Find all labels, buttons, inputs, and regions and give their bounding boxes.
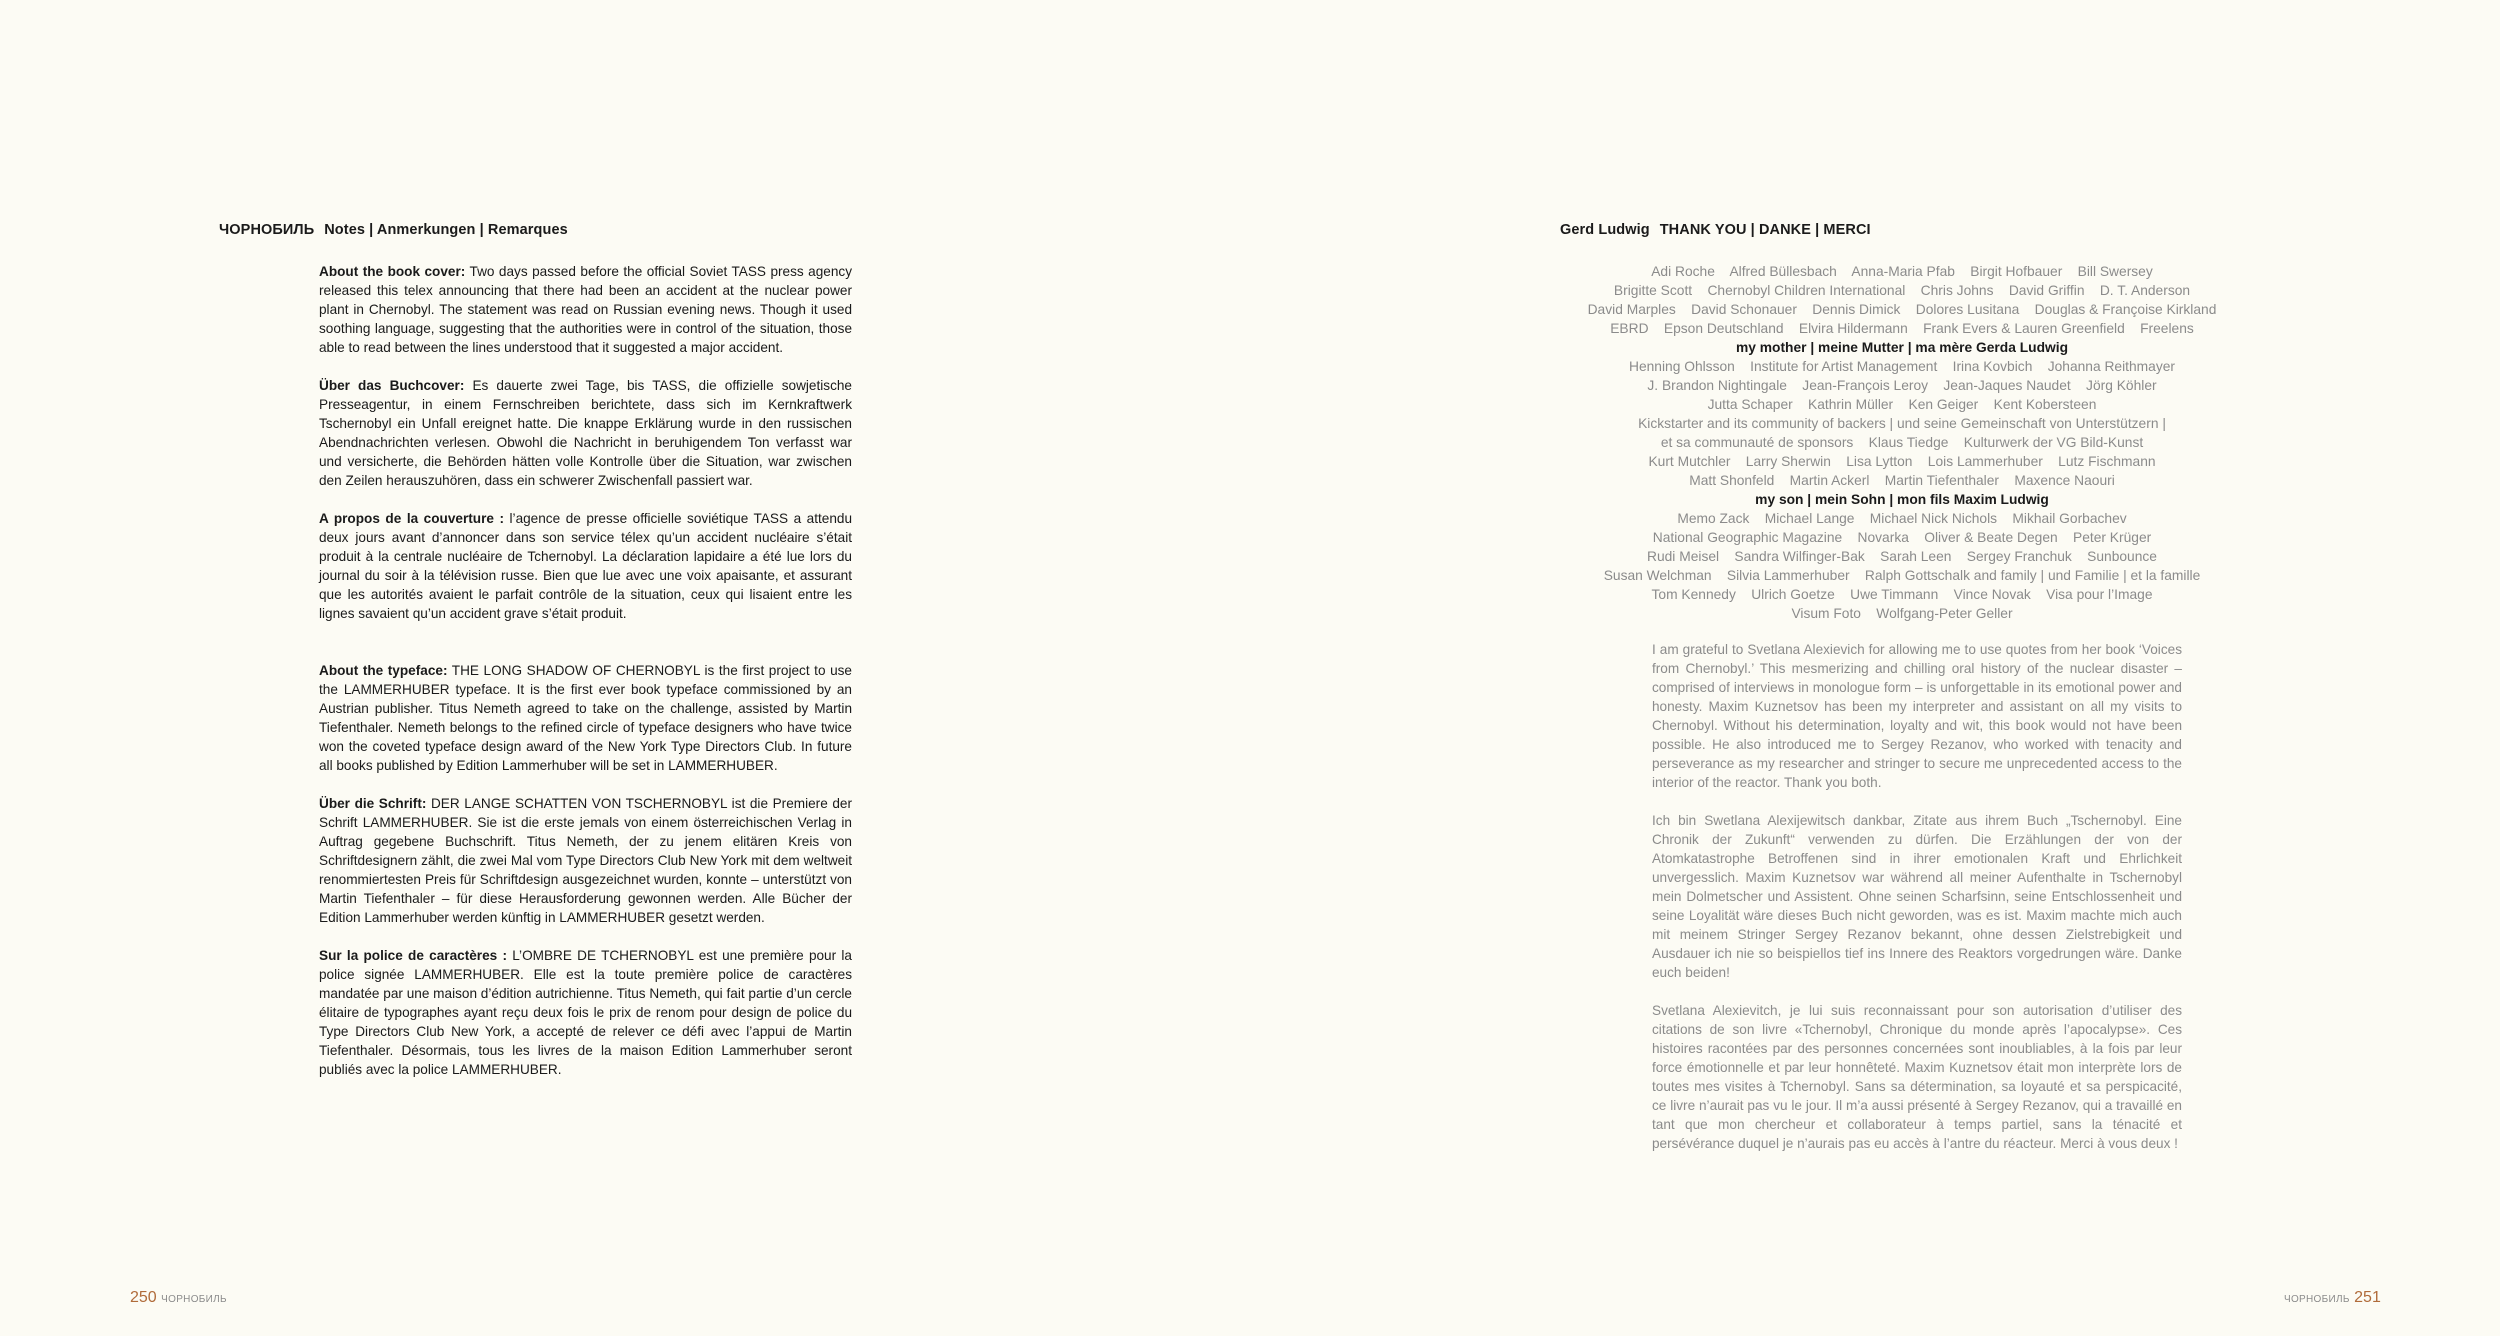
note-heading: About the typeface: [319,663,448,678]
dedication-line: my son | mein Sohn | mon fils Maxim Ludwig [1755,492,2049,507]
credit-line: et sa communauté de sponsors Klaus Tiedge Kulturwerk der VG Bild-Kunst [1660,435,2144,450]
note-text: THE LONG SHADOW OF CHERNOBYL is the first project to use the LAMMERHUBER typeface. It is the first ever book typeface commissioned by an Austrian publisher. Titus Nemeth agreed to take on the challenge, assisted by Martin Tiefenthaler. Nemeth belongs to the refined circle of typeface designers who have twice won the coveted typeface design award of the New York Type Directors Club. In future all books published by Edition Lammerhuber will be set in LAMMERHUBER. [319,663,852,773]
credit-line: Susan Welchman Silvia Lammerhuber Ralph Gottschalk and family | und Familie | et la famille [1603,568,2201,583]
right-folio [2284,1289,2381,1307]
credit-line: David Marples David Schonauer Dennis Dimick Dolores Lusitana Douglas & Françoise Kirkland [1587,302,2217,317]
credit-line: Rudi Meisel Sandra Wilfinger-Bak Sarah Leen Sergey Franchuk Sunbounce [1647,549,2157,564]
credit-line: National Geographic Magazine Novarka Oliver & Beate Degen Peter Krüger [1652,530,2152,545]
credit-line: Visum Foto Wolfgang-Peter Geller [1791,606,2013,621]
author-name: Gerd Ludwig [1560,222,1650,238]
page-number: 251 [2354,1289,2381,1306]
page-number: 250 [130,1289,157,1306]
note-heading: A propos de la couverture : [319,511,504,526]
credit-line: Tom Kennedy Ulrich Goetze Uwe Timmann Vince Novak Visa pour l’Image [1651,587,2153,602]
note-paragraph [319,661,852,775]
credit-line: Henning Ohlsson Institute for Artist Management Irina Kovbich Johanna Reithmayer [1628,359,2176,374]
note-text: Two days passed before the official Soviet TASS press agency released this telex announcing that there had been an accident at the nuclear power plant in Chernobyl. The statement was read on Russian evening news. Though it used soothing language, suggesting that the authorities were in control of the situation, those able to read between the lines understood that it suggested a major accident. [319,264,852,355]
note-heading: Über das Buchcover: [319,378,465,393]
credit-line: Brigitte Scott Chernobyl Children International Chris Johns David Griffin D. T. Anderson [1613,283,2191,298]
folio-word: ЧОРНОБИЛЬ [161,1294,227,1305]
note-text: l’agence de presse officielle soviétique TASS a attendu deux jours avant d’annoncer dans son service télex qu’un accident nucléaire s’était produit à la centrale nucléaire de Tchernobyl. La déclaration lapidaire a été lue lors du journal du soir à la télévision russe. Bien que lue avec une voix apaisante, et assurant que les autorités avaient le parfait contrôle de la situation, ceux qui lisaient entre les lignes savaient qu’un accident grave s’était produit. [319,511,853,621]
note-heading: About the book cover: [319,264,466,279]
note-paragraph [319,376,852,490]
book-title: ЧОРНОБИЛЬ [219,222,315,238]
credit-line: Adi Roche Alfred Büllesbach Anna-Maria Pfab Birgit Hofbauer Bill Swersey [1651,264,2153,279]
credit-line: Memo Zack Michael Lange Michael Nick Nichols Mikhail Gorbachev [1677,511,2127,526]
credit-line: Matt Shonfeld Martin Ackerl Martin Tiefenthaler Maxence Naouri [1689,473,2115,488]
note-heading: Über die Schrift: [319,796,427,811]
left-running-head [219,222,568,238]
thanks-paragraph-de: Ich bin Swetlana Alexijewitsch dankbar, Zitate aus ihrem Buch „Tschernobyl. Eine Chronik der Zukunft“ verwenden zu dürfen. Die Erzählungen der von der Atomkatastrophe Betroffenen sind in ihrer emotionalen Kraft und Ehrlichkeit unvergesslich. Maxim Kuznetsov war während all meiner Aufenthalte in Tschernobyl mein Dolmetscher und Assistent. Ohne seinen Scharfsinn, seine Entschlossenheit und seine Loyalität wäre dieses Buch nicht geworden, was es ist. Maxim machte mich auch mit meinem Stringer Sergey Rezanov bekannt, ohne dessen Zielstrebigkeit und Ausdauer ich nie so beispiellos tief ins Innere des Reaktors vorgedrungen wäre. Danke euch beiden! [1652,813,2182,980]
credit-line: J. Brandon Nightingale Jean-François Leroy Jean-Jaques Naudet Jörg Köhler [1647,378,2157,393]
left-folio [130,1289,227,1307]
folio-word: ЧОРНОБИЛЬ [2284,1294,2350,1305]
note-heading: Sur la police de caractères : [319,948,507,963]
section-title: THANK YOU | DANKE | MERCI [1659,222,1871,238]
thanks-paragraph-fr: Svetlana Alexievitch, je lui suis reconnaissant pour son autorisation d’utiliser des citations de son livre «Tchernobyl, Chronique du monde après l’apocalypse». Ces histoires racontées par des personnes concernées sont inoubliables, à la fois par leur force émotionnelle et par leur honnêteté. Maxim Kuznetsov était mon interprète lors de toutes mes visites à Tchernobyl. Sans sa détermination, sa loyauté et sa perspicacité, ce livre n’aurait pas vu le jour. Il m’a aussi présenté à Sergey Rezanov, qui a travaillé en tant que mon chercheur et collaborateur à temps partiel, sans la ténacité et persévérance duquel je n’aurais pas eu accès à l’antre du réacteur. Merci à vous deux ! [1652,1003,2182,1151]
thanks-text [1652,640,2182,1172]
note-paragraph [319,794,852,927]
acknowledgement-names [1552,262,2252,623]
thanks-paragraph-en: I am grateful to Svetlana Alexievich for allowing me to use quotes from her book ‘Voices from Chernobyl.’ This mesmerizing and chilling oral history of the nuclear disaster – comprised of interviews in monologue form – is unforgettable in its emotional power and honesty. Maxim Kuznetsov has been my interpreter and assistant on all my visits to Chernobyl. Without his determination, loyalty and wit, this book would not have been possible. He also introduced me to Sergey Rezanov, who worked with tenacity and perseverance as my researcher and stringer to secure me unprecedented access to the interior of the reactor. Thank you both. [1652,642,2182,790]
credit-line: Kickstarter and its community of backers | und seine Gemeinschaft von Unterstützern | [1638,416,2166,431]
credit-line: Kurt Mutchler Larry Sherwin Lisa Lytton Lois Lammerhuber Lutz Fischmann [1648,454,2156,469]
note-paragraph [319,509,852,623]
credit-line: Jutta Schaper Kathrin Müller Ken Geiger Kent Kobersteen [1707,397,2097,412]
note-text: DER LANGE SCHATTEN VON TSCHERNOBYL ist die Premiere der Schrift LAMMERHUBER. Sie ist die erste jemals von einem österreichischen Verlag in Auftrag gegebene Buchschrift. Titus Nemeth, der zu jenem elitären Kreis von Schriftdesignern zählt, die zwei Mal vom Type Directors Club New York mit dem weltweit renommiertesten Preis für Schriftdesign ausgezeichnet wurden, konnte – unterstützt von Martin Tiefenthaler – für diese Herausforderung gewonnen werden. Alle Bücher der Edition Lammerhuber werden künftig in LAMMERHUBER gesetzt werden. [319,796,852,925]
note-paragraph [319,946,852,1079]
note-text: Es dauerte zwei Tage, bis TASS, die offizielle sowjetische Presseagentur, in einem Fernschreiben berichtete, dass sich im Kernkraftwerk Tschernobyl ein Unfall ereignet hatte. Die knappe Erklärung wurde in den russischen Abendnachrichten verlesen. Obwohl die Nachricht in beruhigendem Ton verfasst war und versicherte, die Behörden hätten volle Kontrolle über die Situation, war zwischen den Zeilen herauszuhören, dass ein schwerer Zwischenfall passiert war. [319,378,852,488]
right-running-head [1560,222,1871,238]
note-text: L’OMBRE DE TCHERNOBYL est une première pour la police signée LAMMERHUBER. Elle est la toute première police de caractères mandatée par une maison d’édition autrichienne. Titus Nemeth, qui fait partie d’un cercle élitaire de typographes ayant reçu deux fois le prix de renom pour design de police du Type Directors Club New York, a accepté de relever ce défi avec l’appui de Martin Tiefenthaler. Désormais, tous les livres de la maison Edition Lammerhuber seront publiés avec la police LAMMERHUBER. [319,948,852,1077]
dedication-line: my mother | meine Mutter | ma mère Gerda Ludwig [1735,340,2069,355]
credit-line: EBRD Epson Deutschland Elvira Hildermann Frank Evers & Lauren Greenfield Freelens [1610,321,2194,336]
note-paragraph [319,262,852,357]
notes-column [319,262,852,1098]
section-title: Notes | Anmerkungen | Remarques [324,222,568,238]
